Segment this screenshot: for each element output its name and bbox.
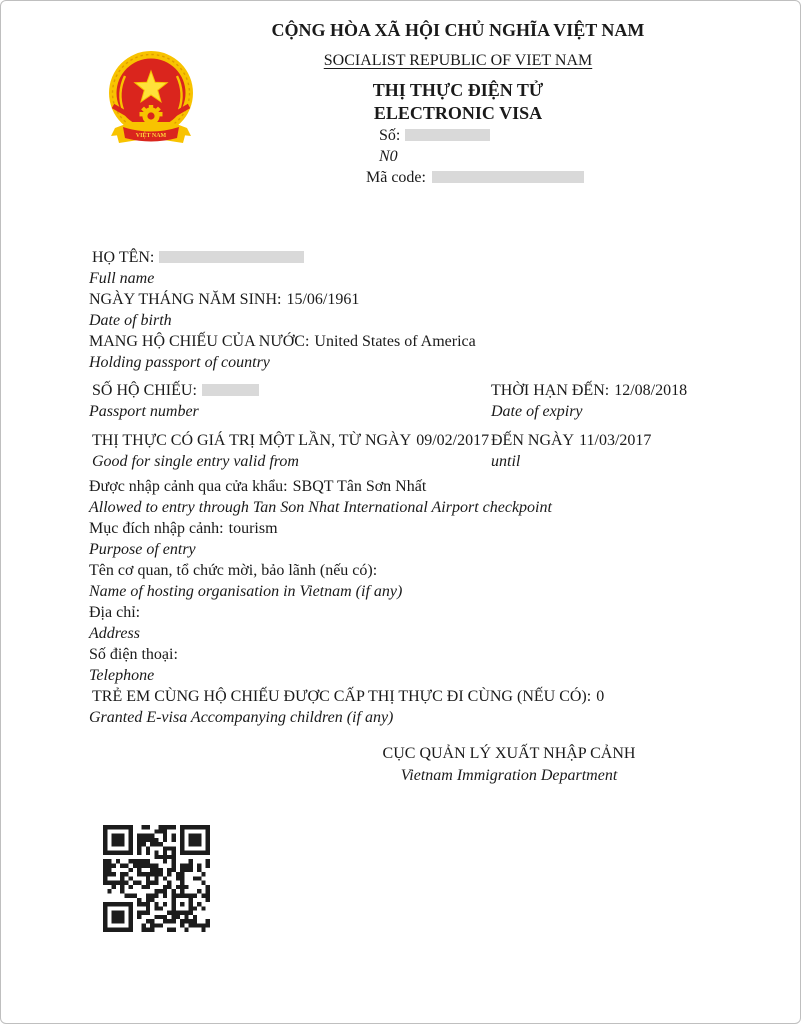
full-name-redacted-value	[159, 251, 304, 263]
field-date-of-expiry	[491, 380, 729, 401]
date-of-birth-label-vi: NGÀY THÁNG NĂM SINH:	[89, 291, 282, 308]
field-valid-until	[491, 430, 729, 451]
emblem-banner-text: VIỆT NAM	[135, 133, 167, 139]
visa-number-line	[379, 127, 490, 145]
field-valid-from	[89, 430, 491, 451]
ma-code-line	[366, 169, 584, 187]
qr-code	[103, 825, 210, 932]
passport-number-label-vi: SỐ HỘ CHIẾU:	[92, 382, 197, 399]
field-address	[89, 602, 729, 623]
date-of-birth-label-en: Date of birth	[89, 312, 172, 329]
row-passport-expiry	[89, 380, 729, 422]
field-entry-checkpoint	[89, 476, 729, 497]
field-full-name	[89, 247, 729, 268]
passport-number-redacted-value	[202, 384, 259, 396]
valid-from-label-vi: THỊ THỰC CÓ GIÁ TRỊ MỘT LẦN, TỪ NGÀY	[92, 432, 412, 449]
valid-from-label-en: Good for single entry valid from	[92, 453, 299, 470]
passport-country-label-vi: MANG HỘ CHIẾU CỦA NƯỚC:	[89, 333, 310, 350]
date-of-expiry-value: 12/08/2018	[614, 382, 688, 399]
field-passport-country	[89, 331, 729, 352]
passport-country-value: United States of America	[314, 333, 476, 350]
children-label-en: Granted E-visa Accompanying children (if any)	[89, 709, 394, 726]
field-date-of-birth	[89, 289, 729, 310]
ma-code-label: Mã code:	[366, 169, 426, 186]
address-label-en: Address	[89, 625, 140, 642]
purpose-value: tourism	[228, 520, 278, 537]
valid-until-label-en: until	[491, 453, 521, 470]
authority-name-en: Vietnam Immigration Department	[400, 767, 618, 784]
date-of-birth-value: 15/06/1961	[286, 291, 360, 308]
republic-title-en: SOCIALIST REPUBLIC OF VIET NAM	[323, 52, 593, 69]
field-telephone	[89, 644, 729, 665]
hosting-org-label-en: Name of hosting organisation in Vietnam (if any)	[89, 583, 403, 600]
ma-code-redacted-value	[432, 171, 584, 183]
telephone-label-en: Telephone	[89, 667, 155, 684]
entry-checkpoint-label-vi: Được nhập cảnh qua cửa khẩu:	[89, 478, 288, 495]
children-label-vi: TRẺ EM CÙNG HỘ CHIẾU ĐƯỢC CẤP THỊ THỰC ĐI CÙNG (NẾU CÓ):	[92, 688, 592, 705]
document-header	[116, 19, 800, 124]
address-label-vi: Địa chỉ:	[89, 604, 141, 621]
hosting-org-label-vi: Tên cơ quan, tổ chức mời, bảo lãnh (nếu có):	[89, 562, 378, 579]
full-name-label-en: Full name	[89, 270, 155, 287]
issuing-authority	[379, 743, 639, 787]
qr-code-graphic	[103, 825, 210, 932]
telephone-label-vi: Số điện thoại:	[89, 646, 178, 663]
full-name-label-vi: HỌ TÊN:	[92, 249, 155, 266]
authority-name-vi: CỤC QUẢN LÝ XUẤT NHẬP CẢNH	[382, 745, 636, 762]
visa-number-redacted-value	[405, 129, 490, 141]
field-purpose	[89, 518, 729, 539]
valid-from-value: 09/02/2017	[416, 432, 490, 449]
republic-title-vi: CỘNG HÒA XÃ HỘI CHỦ NGHĨA VIỆT NAM	[271, 20, 645, 40]
passport-number-label-en: Passport number	[89, 403, 199, 420]
passport-country-label-en: Holding passport of country	[89, 354, 270, 371]
document-title-en: ELECTRONIC VISA	[373, 103, 543, 123]
entry-checkpoint-label-en: Allowed to entry through Tan Son Nhat International Airport checkpoint	[89, 499, 552, 516]
field-hosting-org	[89, 560, 729, 581]
valid-until-value: 11/03/2017	[579, 432, 652, 449]
visa-number-label: Số:	[379, 127, 401, 144]
visa-number-label-en: N0	[379, 148, 398, 165]
valid-until-label-vi: ĐẾN NGÀY	[491, 432, 575, 449]
visa-fields	[89, 247, 729, 728]
children-value: 0	[596, 688, 605, 705]
row-validity	[89, 430, 729, 472]
document-title-vi: THỊ THỰC ĐIỆN TỬ	[372, 80, 544, 100]
entry-checkpoint-value: SBQT Tân Sơn Nhất	[292, 478, 427, 495]
date-of-expiry-label-vi: THỜI HẠN ĐẾN:	[491, 382, 610, 399]
purpose-label-vi: Mục đích nhập cảnh:	[89, 520, 224, 537]
field-passport-number	[89, 380, 491, 401]
date-of-expiry-label-en: Date of expiry	[491, 403, 583, 420]
field-children	[89, 686, 729, 707]
purpose-label-en: Purpose of entry	[89, 541, 196, 558]
